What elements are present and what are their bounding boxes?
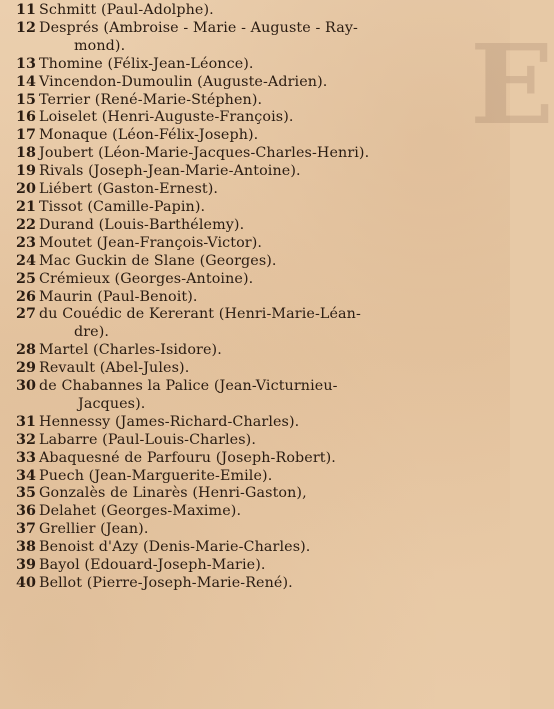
entry-number: 28 xyxy=(16,342,37,359)
entry-number: 17 xyxy=(16,127,37,144)
entry-number: 36 xyxy=(16,503,37,520)
entry-number: 21 xyxy=(16,198,37,215)
list-item xyxy=(16,468,500,486)
entry-name: de Chabannes la Palice (Jean-Victurnieu- xyxy=(39,378,338,395)
list-item xyxy=(16,342,500,360)
entry-number: 40 xyxy=(16,575,37,591)
list-item xyxy=(16,92,500,110)
entry-name: Mac Guckin de Slane (Georges). xyxy=(39,252,277,269)
entry-number: 30 xyxy=(16,378,37,395)
list-item xyxy=(16,575,500,593)
entry-number: 27 xyxy=(16,306,37,323)
entry-name: Maurin (Paul-Benoit). xyxy=(39,288,198,305)
entry-number: 39 xyxy=(16,557,37,574)
entry-number: 23 xyxy=(16,234,37,251)
entry-name: Moutet (Jean-François-Victor). xyxy=(39,234,263,251)
list-item xyxy=(16,253,500,271)
list-item xyxy=(16,539,500,557)
entry-number: 12 xyxy=(16,19,37,36)
entry-name: Schmitt (Paul-Adolphe). xyxy=(39,2,214,18)
entry-name: Martel (Charles-Isidore). xyxy=(39,342,222,359)
entry-name: Monaque (Léon-Félix-Joseph). xyxy=(39,127,259,144)
list-item xyxy=(16,2,500,20)
list-item xyxy=(16,56,500,74)
entry-number: 35 xyxy=(16,485,37,502)
list-item xyxy=(16,271,500,289)
list-item xyxy=(16,181,500,199)
entry-name: Loiselet (Henri-Auguste-François). xyxy=(39,109,294,126)
list-item xyxy=(16,289,500,307)
entry-number: 32 xyxy=(16,431,37,448)
list-item xyxy=(16,414,500,432)
entry-name: Bellot (Pierre-Joseph-Marie-René). xyxy=(39,575,293,591)
list-item xyxy=(16,485,500,503)
entry-number: 13 xyxy=(16,55,37,72)
entry-number: 15 xyxy=(16,91,37,108)
entry-number: 33 xyxy=(16,449,37,466)
entry-name: Rivals (Joseph-Jean-Marie-Antoine). xyxy=(39,163,301,180)
entry-name: Grellier (Jean). xyxy=(39,521,149,538)
list-item xyxy=(16,521,500,539)
entry-name: Joubert (Léon-Marie-Jacques-Charles-Henri). xyxy=(39,145,370,162)
entry-name: Labarre (Paul-Louis-Charles). xyxy=(39,431,257,448)
list-item xyxy=(16,450,500,468)
list-item xyxy=(16,503,500,521)
entry-name: Durand (Louis-Barthélemy). xyxy=(39,216,245,233)
entry-number: 14 xyxy=(16,73,37,90)
entry-number: 37 xyxy=(16,521,37,538)
list-item xyxy=(16,217,500,235)
entry-name: Thomine (Félix-Jean-Léonce). xyxy=(39,55,254,72)
list-item xyxy=(16,109,500,127)
list-item xyxy=(16,432,500,450)
entry-number: 26 xyxy=(16,288,37,305)
entry-name: Revault (Abel-Jules). xyxy=(39,360,190,377)
entry-number: 16 xyxy=(16,109,37,126)
entry-number: 25 xyxy=(16,270,37,287)
entry-continuation: mond). xyxy=(74,37,126,54)
entry-number: 11 xyxy=(16,2,37,18)
list-item xyxy=(16,199,500,217)
show-through-letter: E xyxy=(470,20,554,149)
entry-name: Gonzalès de Linarès (Henri-Gaston), xyxy=(39,485,307,502)
list-item xyxy=(16,163,500,181)
entry-name: Terrier (René-Marie-Stéphen). xyxy=(39,91,263,108)
list-item xyxy=(16,378,500,414)
entry-number: 38 xyxy=(16,539,37,556)
entry-name: du Couédic de Kererant (Henri-Marie-Léan- xyxy=(39,306,361,323)
entry-continuation: dre). xyxy=(74,324,110,341)
name-list xyxy=(16,2,500,593)
entry-number: 24 xyxy=(16,252,37,269)
entry-name: Benoist d'Azy (Denis-Marie-Charles). xyxy=(39,539,311,556)
entry-name: Crémieux (Georges-Antoine). xyxy=(39,270,254,287)
entry-name: Després (Ambroise - Marie - Auguste - Ray- xyxy=(39,19,358,36)
list-item xyxy=(16,360,500,378)
entry-number: 29 xyxy=(16,360,37,377)
list-item xyxy=(16,74,500,92)
list-item xyxy=(16,20,500,56)
list-item xyxy=(16,145,500,163)
list-item xyxy=(16,306,500,342)
entry-number: 22 xyxy=(16,216,37,233)
entry-number: 20 xyxy=(16,181,37,198)
entry-name: Puech (Jean-Marguerite-Emile). xyxy=(39,467,273,484)
entry-name: Vincendon-Dumoulin (Auguste-Adrien). xyxy=(39,73,328,90)
list-item xyxy=(16,557,500,575)
entry-name: Bayol (Edouard-Joseph-Marie). xyxy=(39,557,266,574)
entry-continuation: Jacques). xyxy=(78,395,146,412)
entry-number: 19 xyxy=(16,163,37,180)
entry-name: Abaquesné de Parfouru (Joseph-Robert). xyxy=(39,449,336,466)
entry-number: 18 xyxy=(16,145,37,162)
entry-name: Delahet (Georges-Maxime). xyxy=(39,503,242,520)
entry-name: Hennessy (James-Richard-Charles). xyxy=(39,413,300,430)
list-item xyxy=(16,235,500,253)
entry-name: Liébert (Gaston-Ernest). xyxy=(39,181,219,198)
list-item xyxy=(16,127,500,145)
entry-number: 31 xyxy=(16,413,37,430)
entry-name: Tissot (Camille-Papin). xyxy=(39,198,206,215)
entry-number: 34 xyxy=(16,467,37,484)
